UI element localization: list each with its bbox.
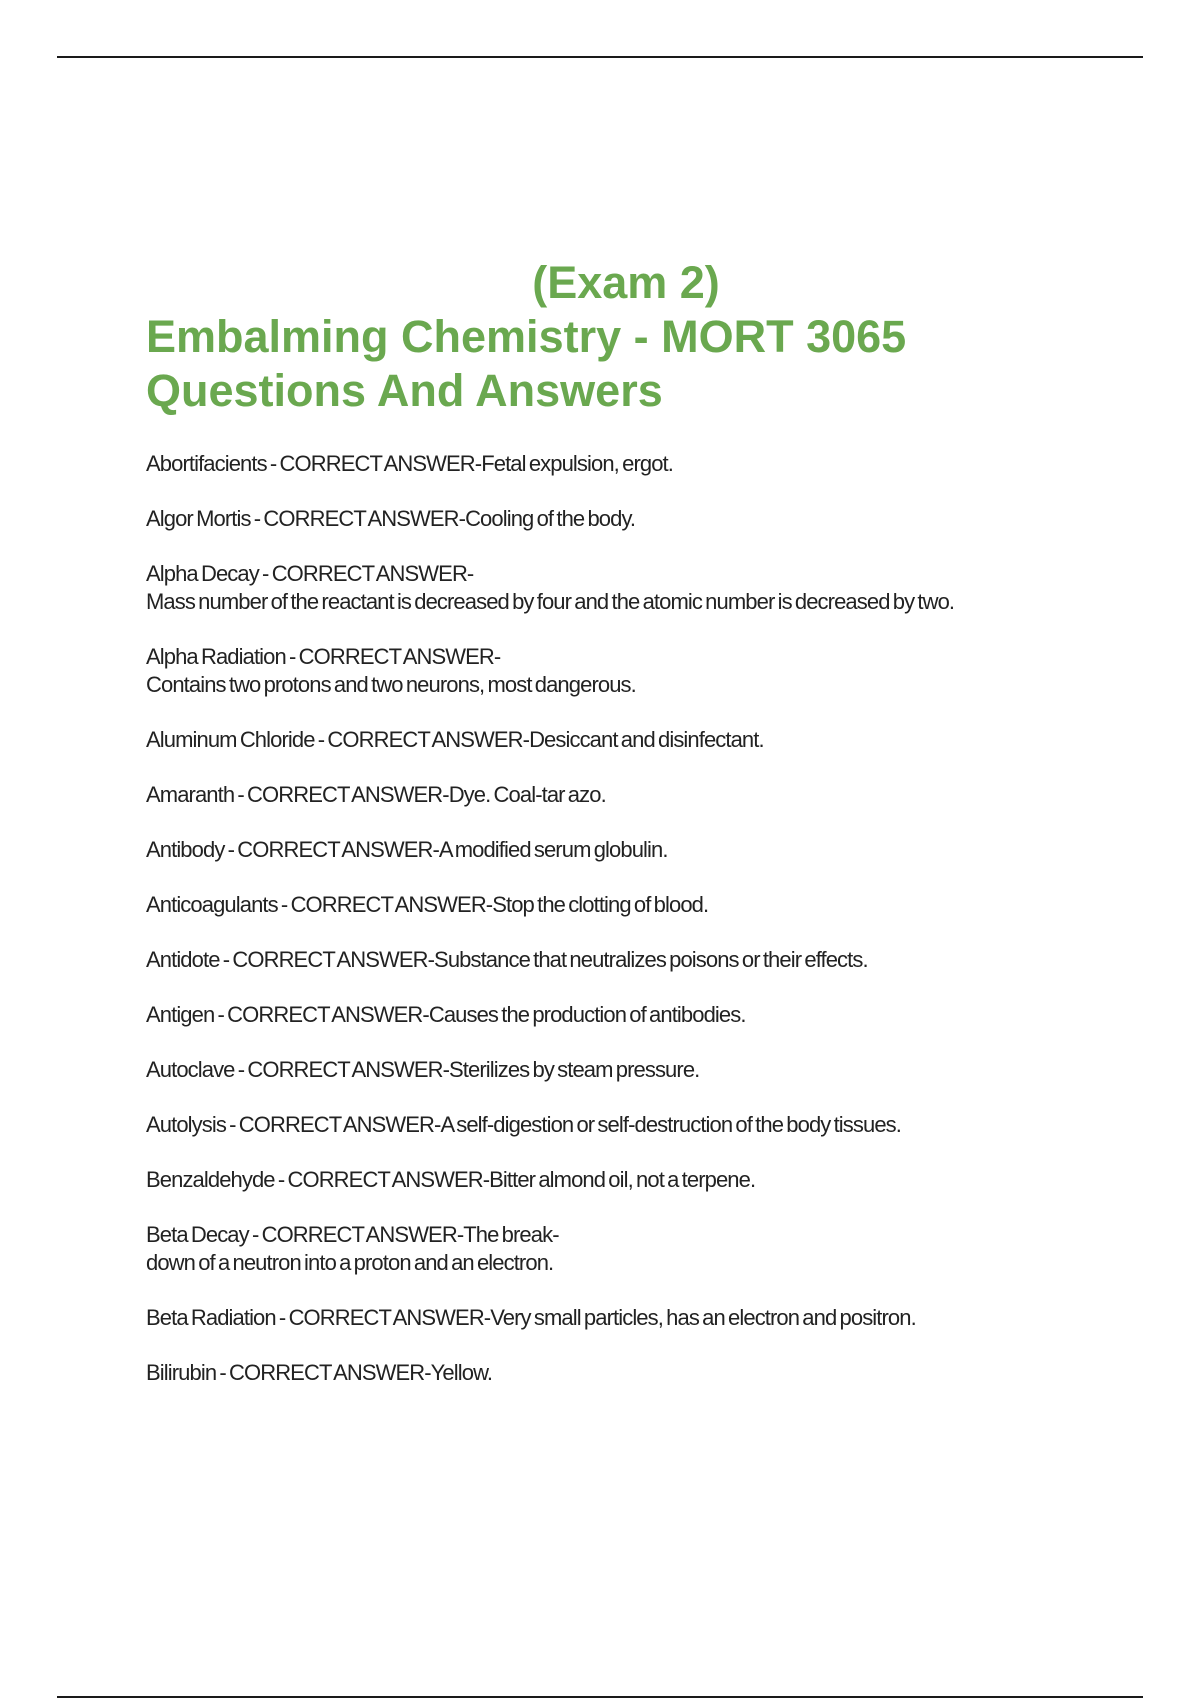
qa-item-text-line: Alpha Decay - CORRECT ANSWER- bbox=[146, 561, 474, 586]
qa-item-text-line: Autoclave - CORRECT ANSWER-Sterilizes by steam pressure. bbox=[146, 1057, 700, 1082]
qa-item bbox=[146, 781, 1106, 809]
qa-item-text-line: Beta Radiation - CORRECT ANSWER-Very small particles, has an electron and positron. bbox=[146, 1305, 916, 1330]
qa-item-text-line: Contains two protons and two neurons, most dangerous. bbox=[146, 672, 636, 697]
qa-item-text-line: Bilirubin - CORRECT ANSWER-Yellow. bbox=[146, 1360, 493, 1385]
qa-item bbox=[146, 836, 1106, 864]
qa-item-text-line: Antibody - CORRECT ANSWER-A modified serum globulin. bbox=[146, 837, 668, 862]
qa-item bbox=[146, 505, 1106, 533]
page-bottom-rule bbox=[57, 1696, 1143, 1698]
qa-item-text-line: Alpha Radiation - CORRECT ANSWER- bbox=[146, 644, 501, 669]
qa-item bbox=[146, 1166, 1106, 1194]
qa-item bbox=[146, 1056, 1106, 1084]
qa-item bbox=[146, 1111, 1106, 1139]
qa-item-text-line: Algor Mortis - CORRECT ANSWER-Cooling of the body. bbox=[146, 506, 636, 531]
qa-item-text-line: down of a neutron into a proton and an electron. bbox=[146, 1250, 554, 1275]
title-course: Embalming Chemistry - MORT 3065 bbox=[146, 311, 907, 362]
qa-item-text-line: Antigen - CORRECT ANSWER-Causes the production of antibodies. bbox=[146, 1002, 746, 1027]
qa-item-text-line: Benzaldehyde - CORRECT ANSWER-Bitter almond oil, not a terpene. bbox=[146, 1167, 756, 1192]
qa-item-text-line: Abortifacients - CORRECT ANSWER-Fetal expulsion, ergot. bbox=[146, 451, 673, 476]
qa-item bbox=[146, 1304, 1106, 1332]
title-subtitle: Questions And Answers bbox=[146, 365, 663, 416]
document-title bbox=[146, 256, 1106, 418]
qa-list bbox=[146, 450, 1106, 1414]
qa-item-text-line: Mass number of the reactant is decreased by four and the atomic number is decreased by two. bbox=[146, 589, 955, 614]
qa-item bbox=[146, 1221, 1106, 1277]
qa-item-text-line: Autolysis - CORRECT ANSWER-A self-digestion or self-destruction of the body tissues. bbox=[146, 1112, 901, 1137]
page-top-rule bbox=[57, 56, 1143, 58]
qa-item-text-line: Aluminum Chloride - CORRECT ANSWER-Desiccant and disinfectant. bbox=[146, 727, 764, 752]
qa-item bbox=[146, 891, 1106, 919]
qa-item bbox=[146, 1001, 1106, 1029]
qa-item bbox=[146, 1359, 1106, 1387]
qa-item-text-line: Amaranth - CORRECT ANSWER-Dye. Coal-tar azo. bbox=[146, 782, 606, 807]
qa-item bbox=[146, 643, 1106, 699]
qa-item-text-line: Beta Decay - CORRECT ANSWER-The break- bbox=[146, 1222, 559, 1247]
qa-item bbox=[146, 560, 1106, 616]
qa-item bbox=[146, 946, 1106, 974]
qa-item-text-line: Antidote - CORRECT ANSWER-Substance that neutralizes poisons or their effects. bbox=[146, 947, 868, 972]
qa-item-text-line: Anticoagulants - CORRECT ANSWER-Stop the clotting of blood. bbox=[146, 892, 709, 917]
title-exam-number: (Exam 2) bbox=[532, 257, 720, 308]
qa-item bbox=[146, 726, 1106, 754]
qa-item bbox=[146, 450, 1106, 478]
